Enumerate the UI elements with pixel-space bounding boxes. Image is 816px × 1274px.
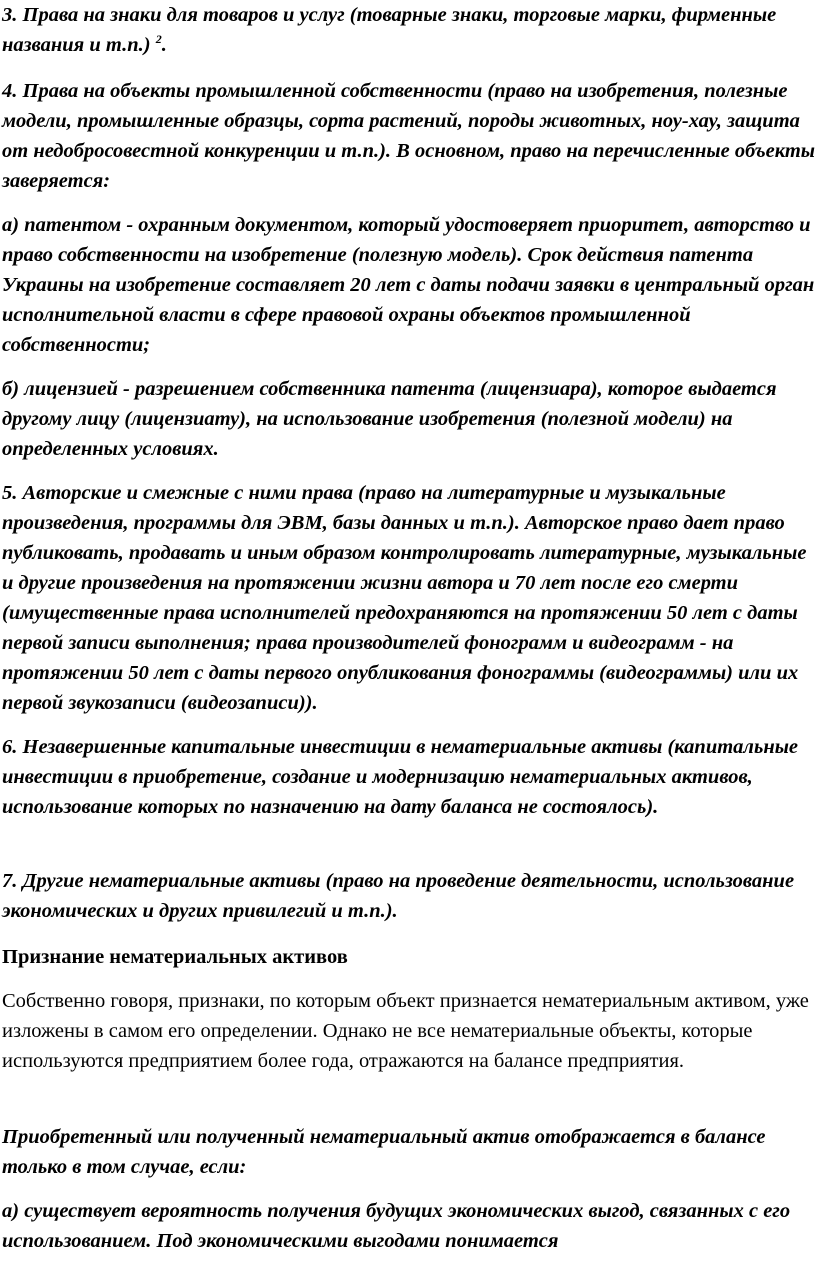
footnote-marker: 2	[155, 32, 162, 47]
item-3-period: .	[161, 34, 167, 56]
item-3-text: 3. Права на знаки для товаров и услуг (товарные знаки, торговые марки, фирменные названия и т.п.)	[2, 4, 777, 56]
paragraph-condition-a: а) существует вероятность получения будущих экономических выгод, связанных с его использованием. Под экономическими выгодами понимается	[2, 1200, 791, 1252]
paragraph-recognition: Собственно говоря, признаки, по которым объект признается нематериальным активом, уже изложены в самом его определении. Однако не все нематериальные объекты, которые используются предприятием более года, отражаются на балансе предприятия.	[2, 990, 809, 1072]
paragraph-item-7: 7. Другие нематериальные активы (право на проведение деятельности, использование экономических и других привилегий и т.п.).	[2, 870, 795, 922]
paragraph-item-4: 4. Права на объекты промышленной собственности (право на изобретения, полезные модели, промышленные образцы, сорта растений, породы животных, ноу-хау, защита от недобросовестной конкуренции и т.п.). В основном, право на перечисленные объекты заверяется:	[2, 80, 816, 192]
section-heading: Признание нематериальных активов	[2, 946, 348, 968]
paragraph-item-3	[2, 0, 816, 60]
paragraph-item-6: 6. Незавершенные капитальные инвестиции в нематериальные активы (капитальные инвестиции в приобретение, создание и модернизацию нематериальных активов, использование которых по назначению на дату баланса не состоялось).	[2, 736, 799, 818]
paragraph-acquired-asset: Приобретенный или полученный нематериальный актив отображается в балансе только в том случае, если:	[2, 1126, 766, 1178]
paragraph-item-4b: б) лицензией - разрешением собственника патента (лицензиара), которое выдается другому лицу (лицензиату), на использование изобретения (полезной модели) на определенных условиях.	[2, 378, 777, 460]
paragraph-item-5: 5. Авторские и смежные с ними права (право на литературные и музыкальные произведения, программы для ЭВМ, базы данных и т.п.). Авторское право дает право публиковать, продавать и иным образом контролировать литературные, музыкальные и другие произведения на протяжении жизни автора и 70 лет после его смерти (имущественные права исполнителей предохраняются на протяжении 50 лет с даты первой записи выполнения; права производителей фонограмм и видеограмм - на протяжении 50 лет с даты первого опубликования фонограммы (видеограммы) или их первой звукозаписи (видеозаписи)).	[2, 482, 807, 714]
paragraph-item-4a: а) патентом - охранным документом, который удостоверяет приоритет, авторство и право собственности на изобретение (полезную модель). Срок действия патента Украины на изобретение составляет 20 лет с даты подачи заявки в центральный орган исполнительной власти в сфере правовой охраны объектов промышленной собственности;	[2, 214, 815, 356]
